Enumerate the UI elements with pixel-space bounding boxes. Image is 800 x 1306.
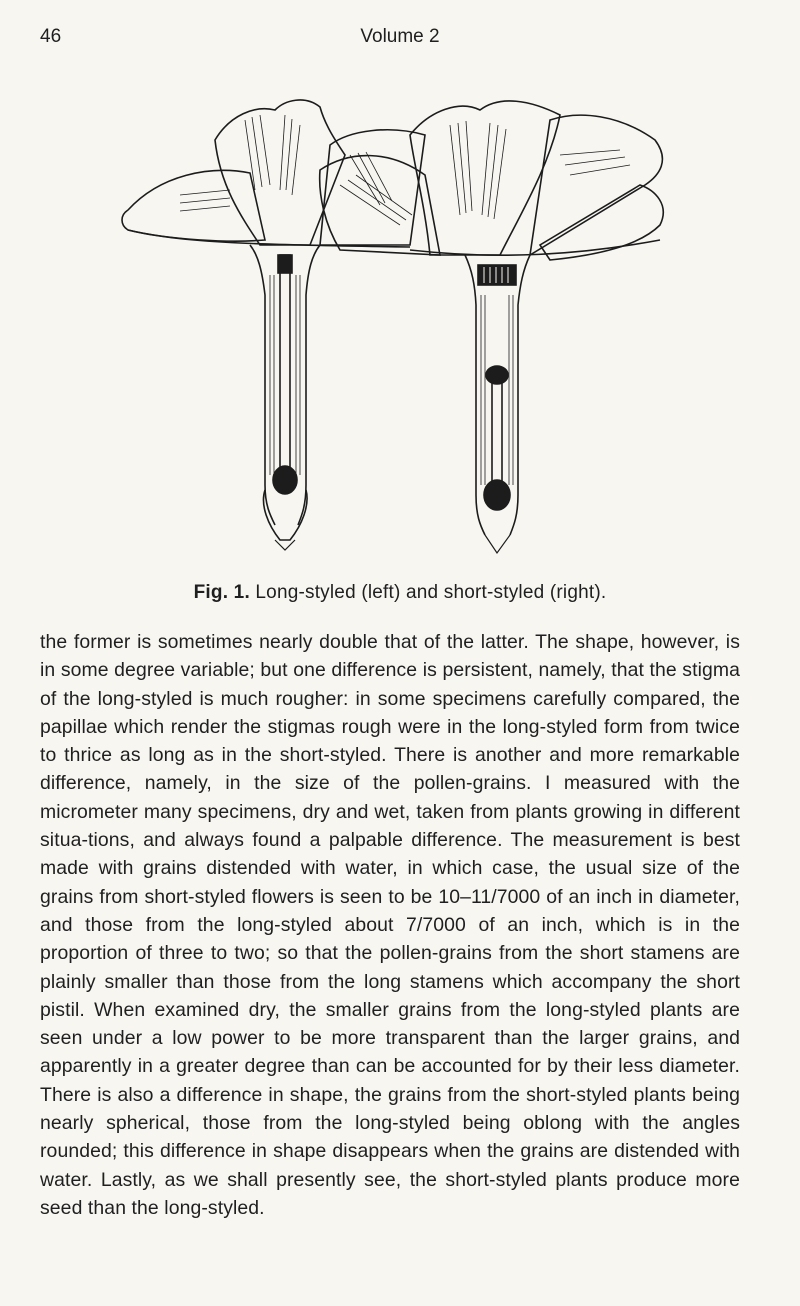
long-styled-flower-drawing <box>122 100 425 550</box>
running-head: Volume 2 <box>360 26 440 47</box>
primula-flower-cross-sections-illustration <box>80 95 700 570</box>
short-styled-flower-drawing <box>320 101 664 553</box>
page-number: 46 <box>40 26 62 47</box>
figure-caption-label: Fig. 1. <box>193 582 250 603</box>
page-header <box>40 26 760 56</box>
body-paragraph: the former is sometimes nearly double that of the latter. The shape, however, is in some degree variable; but one difference is persistent, namely, that the stigma of the long-styled is much rougher: in some specimens carefully compared, the papillae which render the stigmas rough were in the long-styled form from twice to thrice as long as in the short-styled. There is another and more remarkable difference, namely, in the size of the pollen-grains. I measured with the micrometer many specimens, dry and wet, taken from plants growing in different situa-tions, and always found a palpable difference. The measurement is best made with grains distended with water, in which case, the usual size of the grains from short-styled flowers is seen to be 10–11/7000 of an inch in diameter, and those from the long-styled about 7/7000 of an inch, which is in the proportion of three to two; so that the pollen-grains from the short stamens are plainly smaller than those from the long stamens which accompany the short pistil. When examined dry, the smaller grains from the long-styled plants are seen under a low power to be more transparent than the larger grains, and apparently in a greater degree than can be accounted for by their less diameter. There is also a difference in shape, the grains from the short-styled plants being nearly spherical, those from the long-styled being oblong with the angles rounded; this difference in shape disappears when the grains are distended with water. Lastly, as we shall presently see, the short-styled plants produce more seed than the long-styled. <box>40 631 740 1219</box>
figure-caption <box>40 582 760 604</box>
figure-caption-text: Long-styled (left) and short-styled (right). <box>255 582 607 603</box>
figure <box>80 95 700 570</box>
